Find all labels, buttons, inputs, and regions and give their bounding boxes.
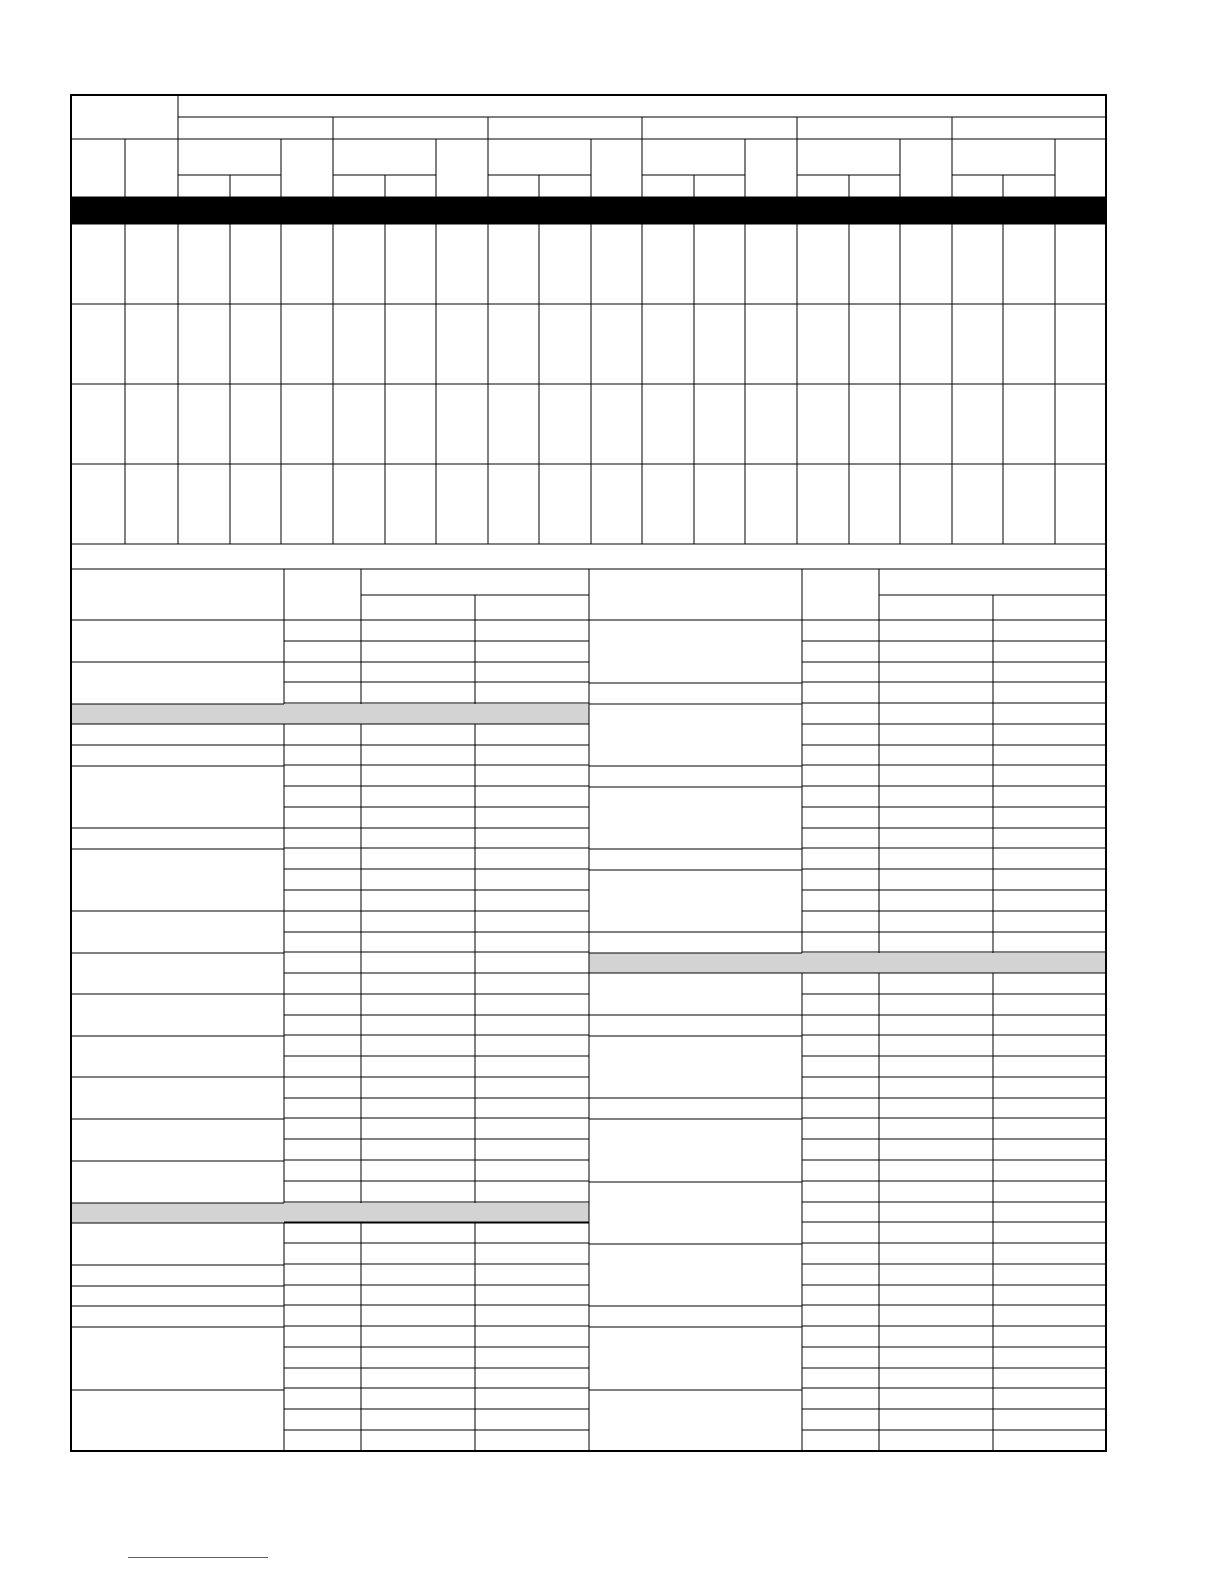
section-band-right-1 bbox=[589, 953, 1106, 973]
section-band-left-2 bbox=[71, 1203, 589, 1223]
header-band bbox=[71, 197, 1106, 224]
section-band-left-1 bbox=[71, 704, 589, 724]
footer-link-underline[interactable] bbox=[128, 1557, 268, 1558]
